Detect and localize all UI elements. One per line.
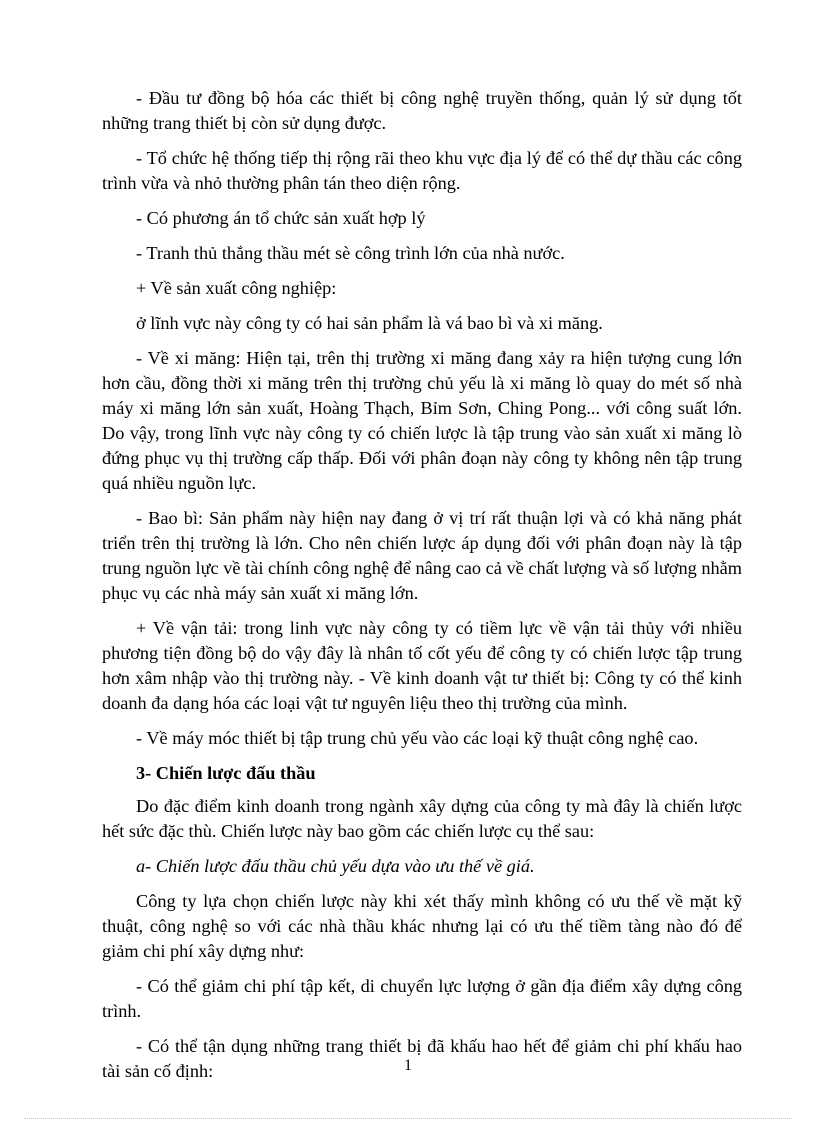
paragraph-machinery: - Về máy móc thiết bị tập trung chủ yếu vào các loại kỹ thuật công nghệ cao. xyxy=(136,728,699,748)
paragraph-win-bids: - Tranh thủ thắng thầu mét sè công trình lớn của nhà nước. xyxy=(136,243,565,263)
paragraph-reduce-depreciation-cost: - Có thể tận dụng những trang thiết bị đã khấu hao hết để giảm chi phí khấu hao tài sản cố định: xyxy=(102,1036,742,1081)
paragraph-transport: + Về vận tải: trong linh vực này công ty có tiềm lực về vận tải thủy với nhiều phương tiện đồng bộ do vậy đây là nhân tố cốt yếu để công ty có chiến lược tập trung hơn xâm nhập vào thị trường này. - Về kinh doanh vật tư thiết bị: Công ty có thể kinh doanh đa dạng hóa các loại vật tư nguyên liệu theo thị trường của mình. xyxy=(102,618,742,713)
document-body xyxy=(102,86,742,1094)
paragraph-industrial-production: + Về sản xuất công nghiệp: xyxy=(136,278,337,298)
paragraph-cement: - Về xi măng: Hiện tại, trên thị trường xi măng đang xảy ra hiện tượng cung lớn hơn cầu, đồng thời xi măng trên thị trường chủ yếu là xi măng lò quay do mét số nhà máy xi măng lớn sản xuất, Hoàng Thạch, Bỉm Sơn, Ching Pong... với công suất lớn. Do vậy, trong lĩnh vực này công ty có chiến lược là tập trung vào sản xuất xi măng lò đứng phục vụ thị trường cấp thấp. Đối với phân đoạn này công ty không nên tập trung quá nhiều nguồn lực. xyxy=(102,348,742,493)
paragraph-production-plan: - Có phương án tổ chức sản xuất hợp lý xyxy=(136,208,426,228)
subheading-price-advantage: a- Chiến lược đấu thầu chủ yếu dựa vào ưu thế về giá. xyxy=(136,856,535,876)
paragraph-packaging: - Bao bì: Sản phẩm này hiện nay đang ở vị trí rất thuận lợi và có khả năng phát triển trên thị trường là lớn. Cho nên chiến lược áp dụng đối với phân đoạn này là tập trung nguồn lực về tài chính công nghệ để nâng cao cả về chất lượng và số lượng nhằm phục vụ các nhà máy sản xuất xi măng lớn. xyxy=(102,508,742,603)
paragraph-bidding-intro: Do đặc điểm kinh doanh trong ngành xây dựng của công ty mà đây là chiến lược hết sức đặc thù. Chiến lược này bao gồm các chiến lược cụ thể sau: xyxy=(102,796,742,841)
section-heading-bidding-strategy: 3- Chiến lược đấu thầu xyxy=(136,763,316,783)
paragraph-price-strategy: Công ty lựa chọn chiến lược này khi xét thấy mình không có ưu thế về mặt kỹ thuật, công nghệ so với các nhà thầu khác nhưng lại có ưu thế tiềm tàng nào đó để giảm chi phí xây dựng như: xyxy=(102,891,742,961)
page-bottom-divider xyxy=(24,1118,792,1119)
paragraph-two-products: ở lĩnh vực này công ty có hai sản phẩm là vá bao bì và xi măng. xyxy=(136,313,603,333)
paragraph-invest-equipment: - Đầu tư đồng bộ hóa các thiết bị công nghệ truyền thống, quản lý sử dụng tốt những trang thiết bị còn sử dụng được. xyxy=(102,88,742,133)
paragraph-marketing-system: - Tổ chức hệ thống tiếp thị rộng rãi theo khu vực địa lý để có thể dự thầu các công trình vừa và nhỏ thường phân tán theo diện rộng. xyxy=(102,148,742,193)
paragraph-reduce-mobilization-cost: - Có thể giảm chi phí tập kết, di chuyển lực lượng ở gần địa điểm xây dựng công trình. xyxy=(102,976,742,1021)
page-number: 1 xyxy=(404,1057,412,1074)
